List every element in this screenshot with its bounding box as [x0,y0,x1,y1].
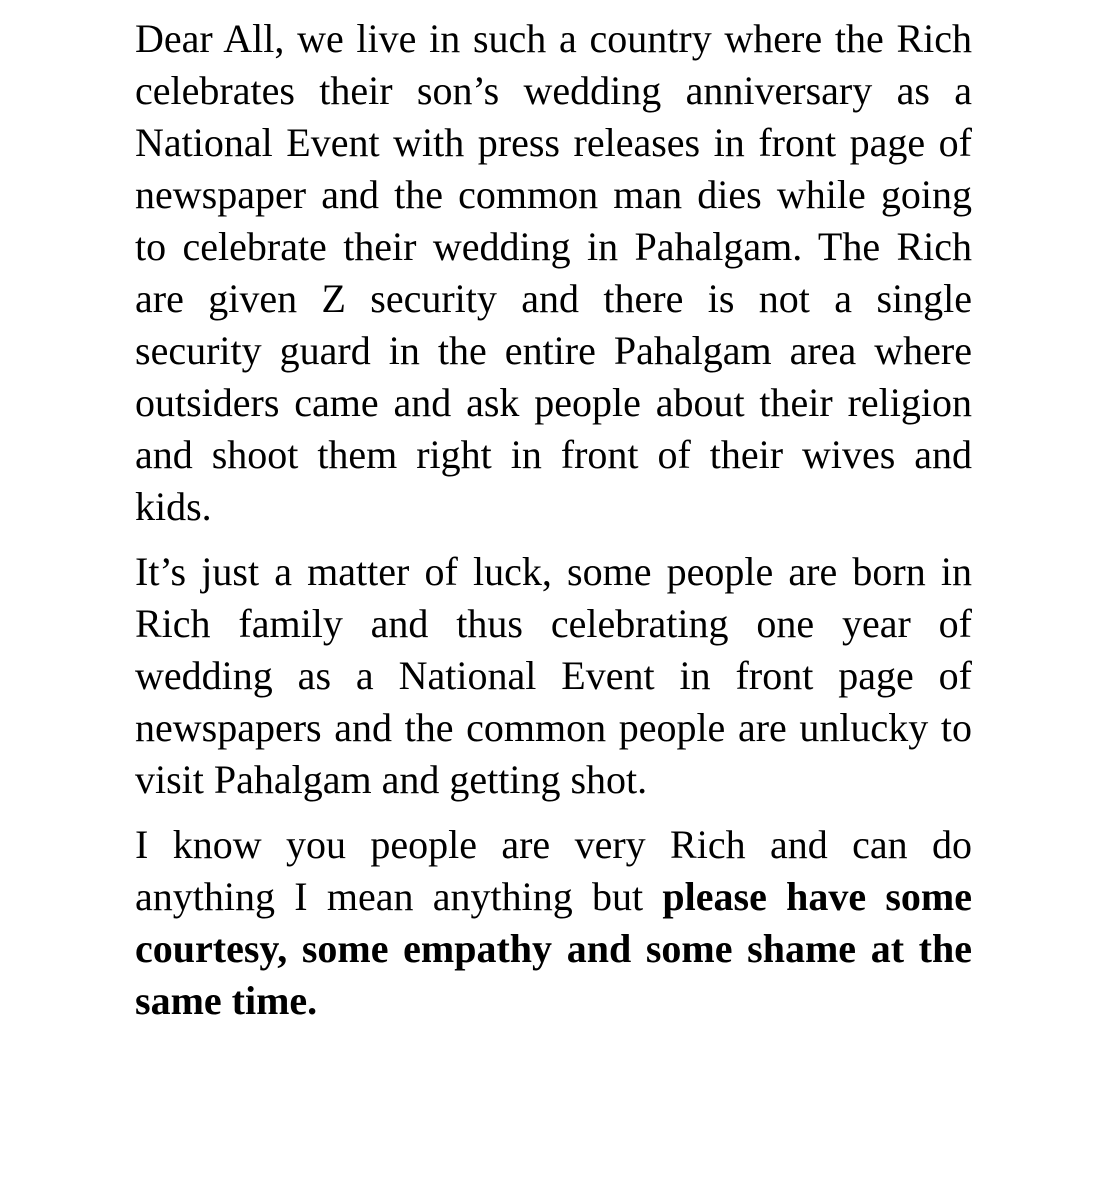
paragraph-2: It’s just a matter of luck, some people are born in Rich family and thus celebrating one year of wedding as a National Event in front page of newspapers and the common people are unlucky to visit Pahalgam and getting shot. [135,549,972,802]
paragraph-3 [135,819,972,1027]
paragraph-3-bold-text: please have some courtesy, some empathy and some shame at the same time. [135,874,973,1023]
paragraph-1: Dear All, we live in such a country where the Rich celebrates their son’s wedding anniversary as a National Event with press releases in front page of newspaper and the common man dies while going to celebrate their wedding in Pahalgam. The Rich are given Z security and there is not a single security guard in the entire Pahalgam area where outsiders came and ask people about their religion and shoot them right in front of their wives and kids. [135,16,972,529]
document-page [135,13,972,1027]
paragraph-3-regular-text: I know you people are very Rich and can do anything I mean anything but [135,822,972,919]
